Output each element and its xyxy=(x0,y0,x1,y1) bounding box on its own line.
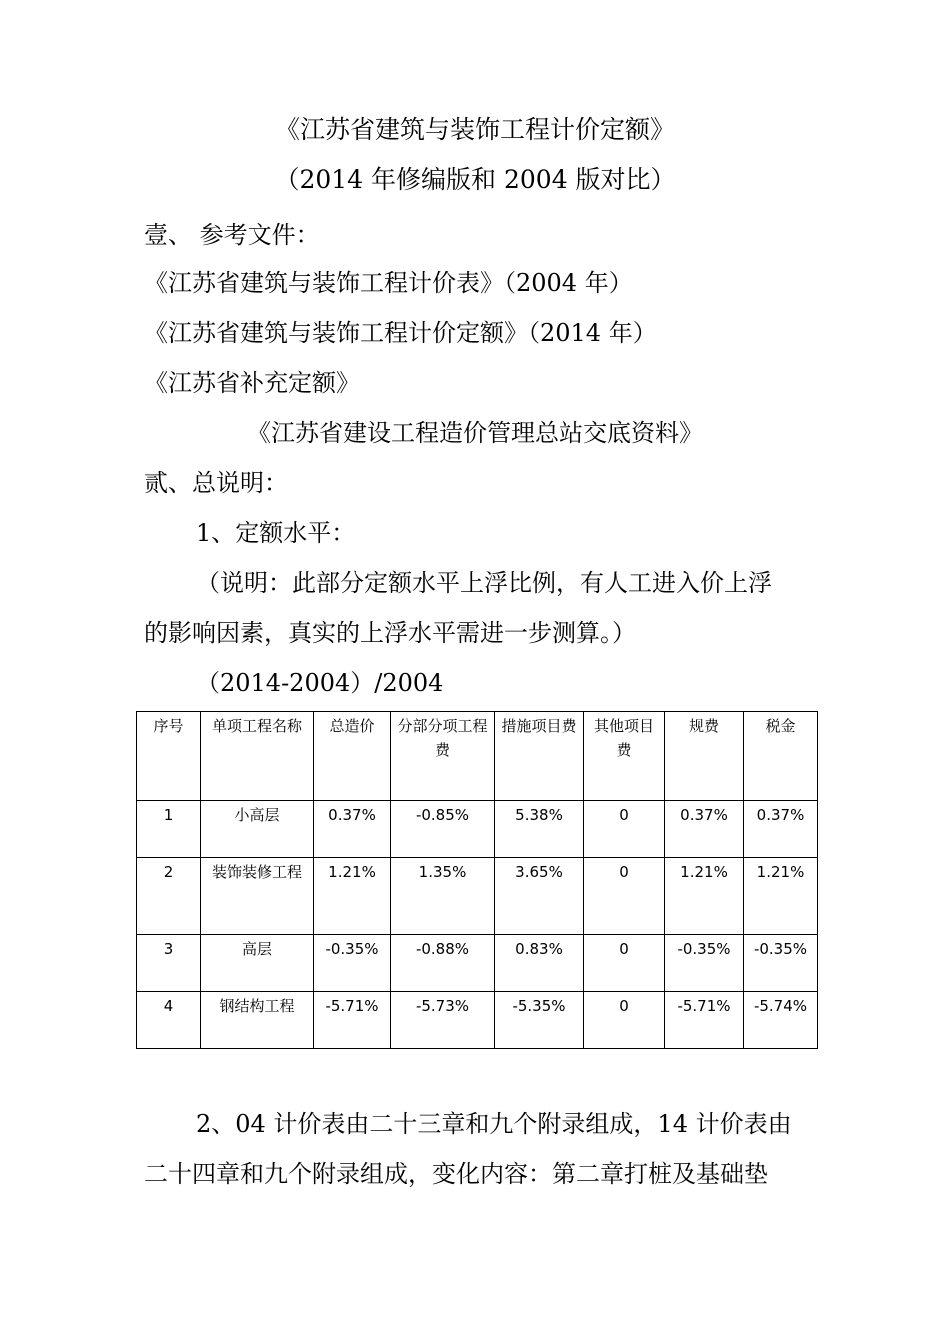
header-cell: 单项工程名称 xyxy=(201,712,314,801)
reference-item: 《江苏省建筑与装饰工程计价表》（2004 年） xyxy=(144,269,633,297)
table-cell: 小高层 xyxy=(201,801,314,858)
note-line: （说明：此部分定额水平上浮比例，有人工进入价上浮 xyxy=(196,569,772,597)
table-cell: 3 xyxy=(137,935,201,992)
table-cell: -5.71% xyxy=(665,992,744,1049)
reference-item: 《江苏省建设工程造价管理总站交底资料》 xyxy=(247,419,703,447)
reference-item: 《江苏省建筑与装饰工程计价定额》（2014 年） xyxy=(144,319,657,347)
table-cell: 装饰装修工程 xyxy=(201,858,314,935)
document-subtitle: （2014 年修编版和 2004 版对比） xyxy=(274,165,676,194)
table-cell: -5.74% xyxy=(744,992,818,1049)
table-cell: -0.35% xyxy=(744,935,818,992)
item-quota-level: 1、定额水平： xyxy=(196,519,356,547)
table-cell: 0.83% xyxy=(495,935,584,992)
header-cell: 税金 xyxy=(744,712,818,801)
table-cell: 3.65% xyxy=(495,858,584,935)
reference-item: 《江苏省补充定额》 xyxy=(144,369,360,397)
table-cell: -0.35% xyxy=(314,935,391,992)
formula: （2014-2004）/2004 xyxy=(196,669,444,697)
header-cell: 其他项目费 xyxy=(584,712,665,801)
table-cell: 高层 xyxy=(201,935,314,992)
table-cell: 1.35% xyxy=(391,858,495,935)
table-row xyxy=(137,992,818,1049)
table-cell: 0.37% xyxy=(665,801,744,858)
table-cell: 1.21% xyxy=(314,858,391,935)
header-cell: 措施项目费 xyxy=(495,712,584,801)
table-row xyxy=(137,935,818,992)
section-heading-references: 壹、 参考文件： xyxy=(144,221,320,249)
header-cell: 序号 xyxy=(137,712,201,801)
header-cell: 分部分项工程费 xyxy=(391,712,495,801)
table-cell: 1.21% xyxy=(665,858,744,935)
table-cell: 5.38% xyxy=(495,801,584,858)
table-cell: 1 xyxy=(137,801,201,858)
table-cell: 0 xyxy=(584,992,665,1049)
table-cell: 0.37% xyxy=(314,801,391,858)
comparison-table xyxy=(136,711,818,1049)
table-cell: -5.35% xyxy=(495,992,584,1049)
table-cell: -0.88% xyxy=(391,935,495,992)
header-cell: 总造价 xyxy=(314,712,391,801)
table-cell: 1.21% xyxy=(744,858,818,935)
table-cell: 0 xyxy=(584,935,665,992)
table-row xyxy=(137,858,818,935)
table-cell: -5.73% xyxy=(391,992,495,1049)
table-cell: 钢结构工程 xyxy=(201,992,314,1049)
header-cell: 规费 xyxy=(665,712,744,801)
table-cell: 0 xyxy=(584,801,665,858)
table-cell: -0.85% xyxy=(391,801,495,858)
table-row xyxy=(137,801,818,858)
document-title: 《江苏省建筑与装饰工程计价定额》 xyxy=(274,115,675,144)
table-cell: 4 xyxy=(137,992,201,1049)
table-cell: -0.35% xyxy=(665,935,744,992)
table-cell: 0.37% xyxy=(744,801,818,858)
section-heading-general: 贰、总说明： xyxy=(144,469,288,497)
table-cell: 2 xyxy=(137,858,201,935)
paragraph-line: 二十四章和九个附录组成，变化内容：第二章打桩及基础垫 xyxy=(144,1160,768,1188)
table-header-row xyxy=(137,712,818,801)
table-cell: -5.71% xyxy=(314,992,391,1049)
paragraph-line: 2、04 计价表由二十三章和九个附录组成，14 计价表由 xyxy=(196,1110,792,1138)
table-cell: 0 xyxy=(584,858,665,935)
note-line: 的影响因素，真实的上浮水平需进一步测算。） xyxy=(144,619,636,647)
